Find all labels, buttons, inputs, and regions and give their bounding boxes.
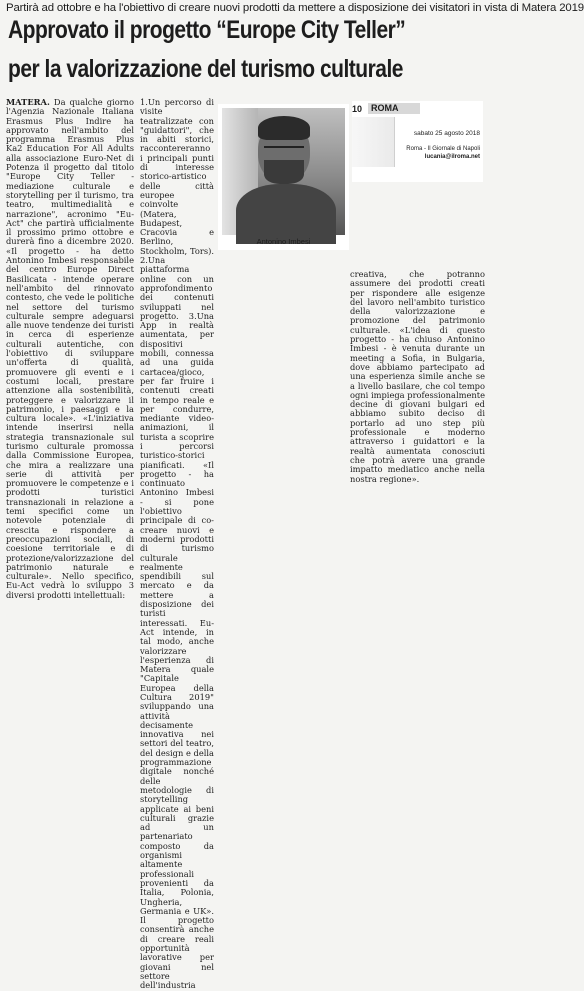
dateline: MATERA. xyxy=(6,97,50,107)
clipping-paper-name: ROMA xyxy=(368,103,420,114)
article-text-2: 1.Un percorso di visite teatralizzate con "guidattori", che in abiti storici, raccontereranno i principali punti di interesse storico-artistico delle città europee coinvolte (Matera, Budapest, Cracovia e Berlino, Stockholm, Tors). 2.Una piattaforma online con un approfondimento dei contenuti sviluppati nel progetto. 3.Una App in realtà aumentata, per dispositivi mobili, connessa ad una guida cartacea/gioco, per far fruire i contenuti creati in tempo reale e per condurre, mediante video-animazioni, il turista a scoprire i percorsi turistico-storici pianificati. «Il progetto - ha continuato Antonino Imbesi - si pone l'obiettivo principale di co-creare nuovi e moderni prodotti di turismo culturale realmente spendibili sul mercato e da mettere a disposizione dei turisti interessati. Eu-Act intende, in tal modo, anche valorizzare l'esperienza di Matera quale "Capitale Europea della Cultura 2019" sviluppando una attività decisamente innovativa nei settori del teatro, del design e della programmazione digitale nonché delle metodologie di storytelling applicate ai beni culturali grazie ad un partenariato composto da organismi altamente professionali provenienti da Italia, Polonia, Ungheria, Germania e UK». Il progetto consentirà anche di creare reali opportunità lavorative per giovani nel settore dell'industria xyxy=(140,97,214,991)
headline-line-1: Approvato il progetto “Europe City Teller” xyxy=(8,16,406,44)
headline-line-2: per la valorizzazione del turismo culturale xyxy=(8,55,403,83)
clipping-thumbnail xyxy=(352,117,395,167)
clipping-date: sabato 25 agosto 2018 xyxy=(413,130,480,137)
article-column-1 xyxy=(6,97,134,600)
article-column-2 xyxy=(140,97,214,991)
clipping-contact: lucania@ilroma.net xyxy=(424,154,480,160)
clipping-info xyxy=(392,145,480,161)
clipping-source: Roma - Il Giornale di Napoli xyxy=(406,146,480,152)
article-text-3: creativa, che potranno assumere dei prodotti creati per rispondere alle esigenze del lavoro nell'ambito turistico della valorizzazione e promozione del patrimonio culturale. «L'idea di questo progetto - ha chiuso Antonino Imbesi - è venuta durante un meeting a Sofia, in Bulgaria, dove abbiamo partecipato ad una esperienza simile anche se a livello basilare, che col tempo ogni impiega professionalmente decine di giovani bulgari ed abbiamo subito deciso di portarlo ad uno step più professionale e moderno attraverso i guidattori e la realtà aumentata conosciuti che potrà avere una grande impatto mediatico anche nella nostra regione». xyxy=(350,269,485,484)
press-clipping-header xyxy=(352,101,483,182)
kicker: Partirà ad ottobre e ha l'obiettivo di creare nuovi prodotti da mettere a disposizione dei visitatori in vista di Matera 2019 xyxy=(6,2,584,14)
article-text-1: Da qualche giorno l'Agenzia Nazionale Italiana Erasmus Plus Indire ha approvato nell'ambito del programma Erasmus Plus Ka2 Education For All Adults alla associazione Euro-Net di Potenza il progetto dal titolo "Europe City Teller - mediazione culturale e storytelling per il turismo, tra teatro, multimedialità e narrazione", acronimo "Eu-Act" che partirà ufficialmente il prossimo primo ottobre e durerà fino a dicembre 2020. «Il progetto - ha detto Antonino Imbesi responsabile del centro Europe Direct Basilicata - intende operare nell'ambito del rinnovato contesto, che vede le politiche nel settore del turismo culturale sempre adeguarsi alle nuove tendenze dei turisti in cerca di esperienze culturali autentiche, con l'obiettivo di sviluppare un'offerta di qualità, promuovere gli eventi e i costumi locali, prestare attenzione alla sostenibilità, proteggere e valorizzare il patrimonio, i paesaggi e la cultura locale». «L'iniziativa intende inserirsi nella strategia transnazionale sul turismo culturale promossa dalla Commissione Europea, che mira a realizzare una serie di attività per promuovere le competenze e i prodotti turistici transnazionali in relazione a temi specifici come un notevole potenziale di crescita e rispondere a preoccupazioni sociali, di coesione territoriale e di protezione/valorizzazione del patrimonio naturale e culturale». Nello specifico, Eu-Act vedrà lo sviluppo 3 diversi prodotti intellettuali: xyxy=(6,97,134,600)
photo-caption: Antonino Imbesi xyxy=(256,237,311,246)
article-column-3 xyxy=(350,269,485,484)
portrait-photo xyxy=(222,108,345,235)
photo-frame xyxy=(218,104,349,250)
clipping-page-number: 10 xyxy=(352,104,363,114)
clipping-bar xyxy=(352,103,483,115)
